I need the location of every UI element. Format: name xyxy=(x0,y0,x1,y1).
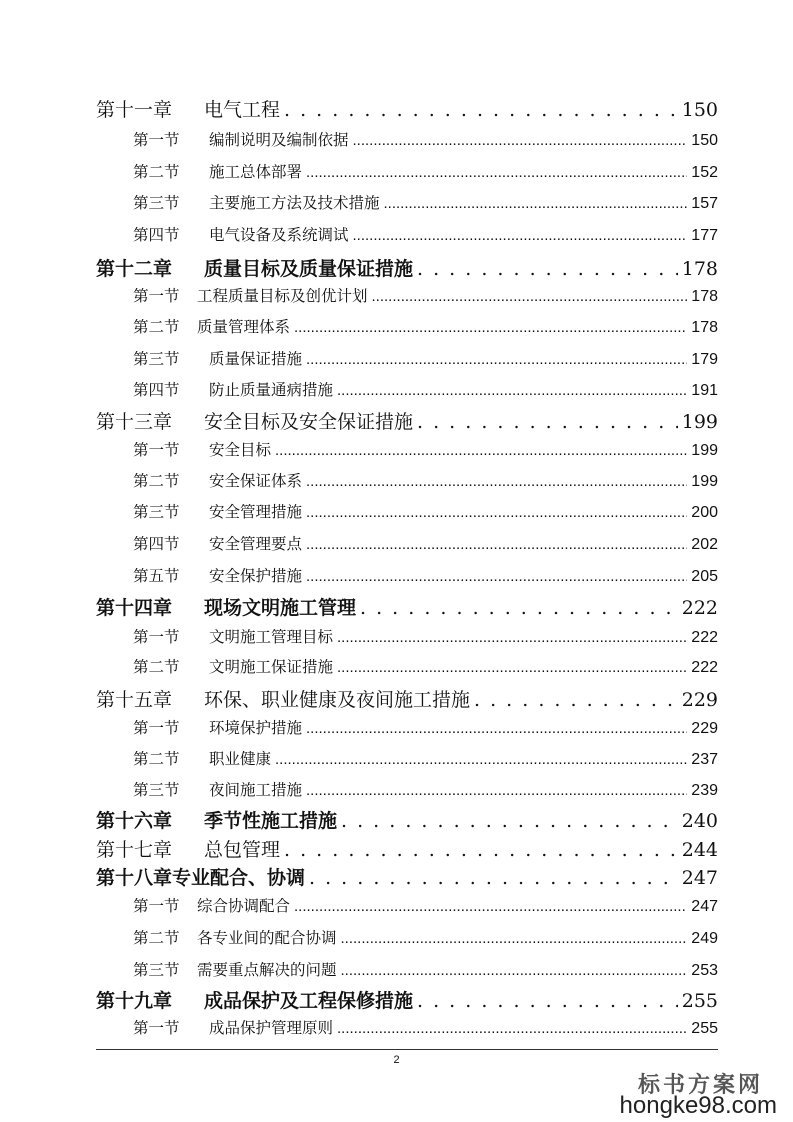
toc-leader-dots xyxy=(294,897,687,915)
toc-chapter-entry[interactable] xyxy=(96,806,718,833)
toc-page-number: 178 xyxy=(691,319,718,336)
toc-page-number: 179 xyxy=(691,351,718,368)
toc-entry-label xyxy=(96,407,413,434)
toc-entry-title: 夜间施工措施 xyxy=(209,781,303,799)
toc-entry-label xyxy=(133,1016,333,1038)
toc-entry-label xyxy=(133,438,271,460)
toc-section-entry[interactable] xyxy=(133,284,718,306)
toc-leader-dots xyxy=(294,318,687,336)
toc-entry-number: 第十一章 xyxy=(96,99,173,121)
toc-leader-dots xyxy=(337,628,687,646)
toc-leader-dots xyxy=(337,658,687,676)
toc-entry-label xyxy=(96,685,470,712)
toc-entry-label xyxy=(133,625,333,647)
toc-entry-label xyxy=(133,778,302,800)
toc-entry-label xyxy=(133,160,302,182)
toc-section-entry[interactable] xyxy=(133,894,718,916)
toc-section-entry[interactable] xyxy=(133,532,718,554)
toc-page-number: 240 xyxy=(681,810,718,832)
toc-entry-title: 总包管理 xyxy=(204,839,281,861)
toc-page-number: 229 xyxy=(681,689,718,711)
toc-entry-number: 第二节 xyxy=(133,163,180,181)
toc-leader-dots xyxy=(417,990,678,1012)
toc-leader-dots xyxy=(384,194,688,212)
toc-chapter-entry[interactable] xyxy=(96,863,718,890)
toc-entry-label xyxy=(133,564,302,586)
toc-leader-dots xyxy=(372,287,688,305)
toc-leader-dots xyxy=(306,781,687,799)
toc-entry-label xyxy=(133,958,337,980)
toc-section-entry[interactable] xyxy=(133,160,718,182)
toc-entry-number: 第三节 xyxy=(133,194,180,212)
footer-page-number: 2 xyxy=(393,1054,400,1066)
watermark-brand: 标书方案网 xyxy=(637,1072,763,1098)
toc-page-number: 191 xyxy=(691,382,718,399)
toc-entry-label xyxy=(133,191,380,213)
toc-leader-dots xyxy=(341,929,688,947)
toc-entry-number: 第二节 xyxy=(133,929,180,947)
toc-entry-title: 质量保证措施 xyxy=(209,350,303,368)
toc-entry-label xyxy=(133,655,333,677)
toc-entry-title: 安全保护措施 xyxy=(209,567,303,585)
toc-page-number: 178 xyxy=(691,288,718,305)
toc-entry-title: 季节性施工措施 xyxy=(204,810,338,832)
toc-page-number: 247 xyxy=(681,867,718,889)
toc-entry-label xyxy=(96,986,413,1013)
toc-page-number: 255 xyxy=(681,990,718,1012)
toc-entry-title: 电气设备及系统调试 xyxy=(209,226,349,244)
toc-entry-number: 第十九章 xyxy=(96,990,173,1012)
toc-entry-number: 第四节 xyxy=(133,381,180,399)
toc-entry-label xyxy=(133,894,290,916)
toc-entry-label xyxy=(96,95,280,122)
toc-entry-number: 第三节 xyxy=(133,503,180,521)
toc-leader-dots xyxy=(353,226,688,244)
toc-entry-label xyxy=(133,347,302,369)
toc-entry-label xyxy=(133,128,349,150)
toc-entry-label xyxy=(96,254,413,281)
toc-entry-number: 第一节 xyxy=(133,1019,180,1037)
toc-section-entry[interactable] xyxy=(133,500,718,522)
toc-entry-number: 第一节 xyxy=(133,719,180,737)
toc-entry-label xyxy=(133,315,290,337)
toc-leader-dots xyxy=(275,441,687,459)
toc-entry-number: 第十八章 xyxy=(96,867,173,889)
toc-chapter-entry[interactable] xyxy=(96,254,718,281)
toc-section-entry[interactable] xyxy=(133,716,718,738)
toc-entry-title: 安全管理措施 xyxy=(209,503,303,521)
toc-entry-number: 第二节 xyxy=(133,658,180,676)
toc-entry-title: 工程质量目标及创优计划 xyxy=(197,287,368,305)
toc-leader-dots xyxy=(306,503,687,521)
toc-page-number: 157 xyxy=(691,195,718,212)
toc-entry-number: 第三节 xyxy=(133,350,180,368)
toc-entry-title: 文明施工管理目标 xyxy=(209,628,334,646)
toc-page-number: 150 xyxy=(681,99,718,121)
toc-entry-label xyxy=(133,532,302,554)
toc-entry-number: 第一节 xyxy=(133,897,180,915)
toc-entry-label xyxy=(133,223,349,245)
toc-section-entry[interactable] xyxy=(133,128,718,150)
toc-page-number: 229 xyxy=(691,720,718,737)
toc-entry-number: 第十五章 xyxy=(96,689,173,711)
toc-entry-title: 安全保证体系 xyxy=(209,472,303,490)
toc-entry-title: 成品保护及工程保修措施 xyxy=(204,990,414,1012)
toc-entry-label xyxy=(96,806,337,833)
toc-entry-title: 环保、职业健康及夜间施工措施 xyxy=(204,689,471,711)
toc-entry-label xyxy=(96,835,280,862)
toc-section-entry[interactable] xyxy=(133,469,718,491)
toc-entry-title: 质量管理体系 xyxy=(197,318,291,336)
toc-entry-title: 施工总体部署 xyxy=(209,163,303,181)
toc-leader-dots xyxy=(306,719,687,737)
toc-entry-number: 第二节 xyxy=(133,472,180,490)
toc-entry-number: 第四节 xyxy=(133,535,180,553)
toc-leader-dots xyxy=(284,839,678,861)
toc-chapter-entry[interactable] xyxy=(96,95,718,122)
toc-leader-dots xyxy=(306,163,687,181)
toc-leader-dots xyxy=(306,350,687,368)
toc-page-number: 199 xyxy=(681,411,718,433)
toc-entry-title: 需要重点解决的问题 xyxy=(197,961,337,979)
toc-entry-number: 第十六章 xyxy=(96,810,173,832)
toc-page-number: 249 xyxy=(691,930,718,947)
toc-leader-dots xyxy=(275,750,687,768)
toc-page-number: 244 xyxy=(681,839,718,861)
toc-entry-title: 各专业间的配合协调 xyxy=(197,929,337,947)
watermark-url: hongke98.com xyxy=(619,1092,777,1119)
toc-leader-dots xyxy=(353,131,688,149)
toc-page-number: 199 xyxy=(691,442,718,459)
toc-entry-title: 安全管理要点 xyxy=(209,535,303,553)
toc-section-entry[interactable] xyxy=(133,1016,718,1038)
toc-entry-label xyxy=(96,593,356,620)
toc-section-entry[interactable] xyxy=(133,378,718,400)
toc-page-number: 152 xyxy=(691,164,718,181)
toc-entry-number: 第五节 xyxy=(133,567,180,585)
toc-entry-title: 安全目标 xyxy=(209,441,272,459)
toc-entry-label xyxy=(133,378,333,400)
toc-entry-label xyxy=(96,863,305,890)
toc-entry-title: 编制说明及编制依据 xyxy=(209,131,349,149)
toc-entry-label xyxy=(133,500,302,522)
toc-leader-dots xyxy=(337,381,687,399)
toc-section-entry[interactable] xyxy=(133,747,718,769)
toc-leader-dots xyxy=(341,810,678,832)
toc-entry-number: 第四节 xyxy=(133,226,180,244)
toc-page-number: 237 xyxy=(691,751,718,768)
toc-page-number: 202 xyxy=(691,536,718,553)
toc-entry-title: 主要施工方法及技术措施 xyxy=(209,194,380,212)
toc-page-number: 222 xyxy=(691,629,718,646)
toc-section-entry[interactable] xyxy=(133,347,718,369)
toc-page-number: 222 xyxy=(681,597,718,619)
toc-entry-label xyxy=(133,284,368,306)
toc-leader-dots xyxy=(306,472,687,490)
toc-entry-title: 文明施工保证措施 xyxy=(209,658,334,676)
toc-entry-title: 成品保护管理原则 xyxy=(209,1019,334,1037)
toc-leader-dots xyxy=(284,99,678,121)
toc-chapter-entry[interactable] xyxy=(96,593,718,620)
toc-entry-number: 第三节 xyxy=(133,781,180,799)
toc-leader-dots xyxy=(417,258,678,280)
toc-entry-title: 质量目标及质量保证措施 xyxy=(204,258,414,280)
toc-page-number: 205 xyxy=(691,568,718,585)
toc-section-entry[interactable] xyxy=(133,191,718,213)
toc-page-number: 239 xyxy=(691,782,718,799)
toc-page-number: 177 xyxy=(691,227,718,244)
toc-entry-label xyxy=(133,926,337,948)
toc-leader-dots xyxy=(306,535,687,553)
toc-entry-number: 第一节 xyxy=(133,287,180,305)
toc-leader-dots xyxy=(309,867,678,889)
toc-section-entry[interactable] xyxy=(133,223,718,245)
toc-entry-title: 安全目标及安全保证措施 xyxy=(204,411,414,433)
toc-entry-number: 第十七章 xyxy=(96,839,173,861)
toc-section-entry[interactable] xyxy=(133,438,718,460)
toc-section-entry[interactable] xyxy=(133,958,718,980)
toc-page-number: 199 xyxy=(691,473,718,490)
toc-entry-number: 第一节 xyxy=(133,628,180,646)
footer-rule xyxy=(96,1049,718,1050)
toc-entry-title: 电气工程 xyxy=(204,99,281,121)
toc-entry-title: 职业健康 xyxy=(209,750,272,768)
toc-entry-number: 第二节 xyxy=(133,750,180,768)
toc-entry-number: 第十四章 xyxy=(96,597,173,619)
toc-section-entry[interactable] xyxy=(133,655,718,677)
toc-entry-number: 第一节 xyxy=(133,131,180,149)
toc-leader-dots xyxy=(337,1019,687,1037)
toc-leader-dots xyxy=(417,411,678,433)
toc-entry-label xyxy=(133,747,271,769)
toc-entry-label xyxy=(133,469,302,491)
toc-section-entry[interactable] xyxy=(133,778,718,800)
toc-chapter-entry[interactable] xyxy=(96,407,718,434)
toc-entry-number: 第十二章 xyxy=(96,258,173,280)
toc-entry-title: 综合协调配合 xyxy=(197,897,291,915)
toc-entry-title: 环境保护措施 xyxy=(209,719,303,737)
toc-entry-title: 专业配合、协调 xyxy=(172,867,306,889)
toc-section-entry[interactable] xyxy=(133,926,718,948)
toc-page-number: 222 xyxy=(691,659,718,676)
toc-entry-number: 第十三章 xyxy=(96,411,173,433)
toc-leader-dots xyxy=(474,689,678,711)
toc-page-number: 178 xyxy=(681,258,718,280)
toc-entry-number: 第三节 xyxy=(133,961,180,979)
toc-entry-number: 第二节 xyxy=(133,318,180,336)
toc-chapter-entry[interactable] xyxy=(96,986,718,1013)
toc-page-number: 247 xyxy=(691,898,718,915)
toc-chapter-entry[interactable] xyxy=(96,685,718,712)
toc-leader-dots xyxy=(360,597,678,619)
toc-entry-title: 现场文明施工管理 xyxy=(204,597,357,619)
toc-page-number: 200 xyxy=(691,504,718,521)
toc-page-number: 253 xyxy=(691,962,718,979)
toc-leader-dots xyxy=(341,961,688,979)
toc-page-number: 150 xyxy=(691,132,718,149)
toc-section-entry[interactable] xyxy=(133,625,718,647)
toc-entry-title: 防止质量通病措施 xyxy=(209,381,334,399)
toc-entry-label xyxy=(133,716,302,738)
toc-leader-dots xyxy=(306,567,687,585)
toc-section-entry[interactable] xyxy=(133,564,718,586)
toc-entry-number: 第一节 xyxy=(133,441,180,459)
toc-page-number: 255 xyxy=(691,1020,718,1037)
toc-section-entry[interactable] xyxy=(133,315,718,337)
toc-chapter-entry[interactable] xyxy=(96,835,718,862)
